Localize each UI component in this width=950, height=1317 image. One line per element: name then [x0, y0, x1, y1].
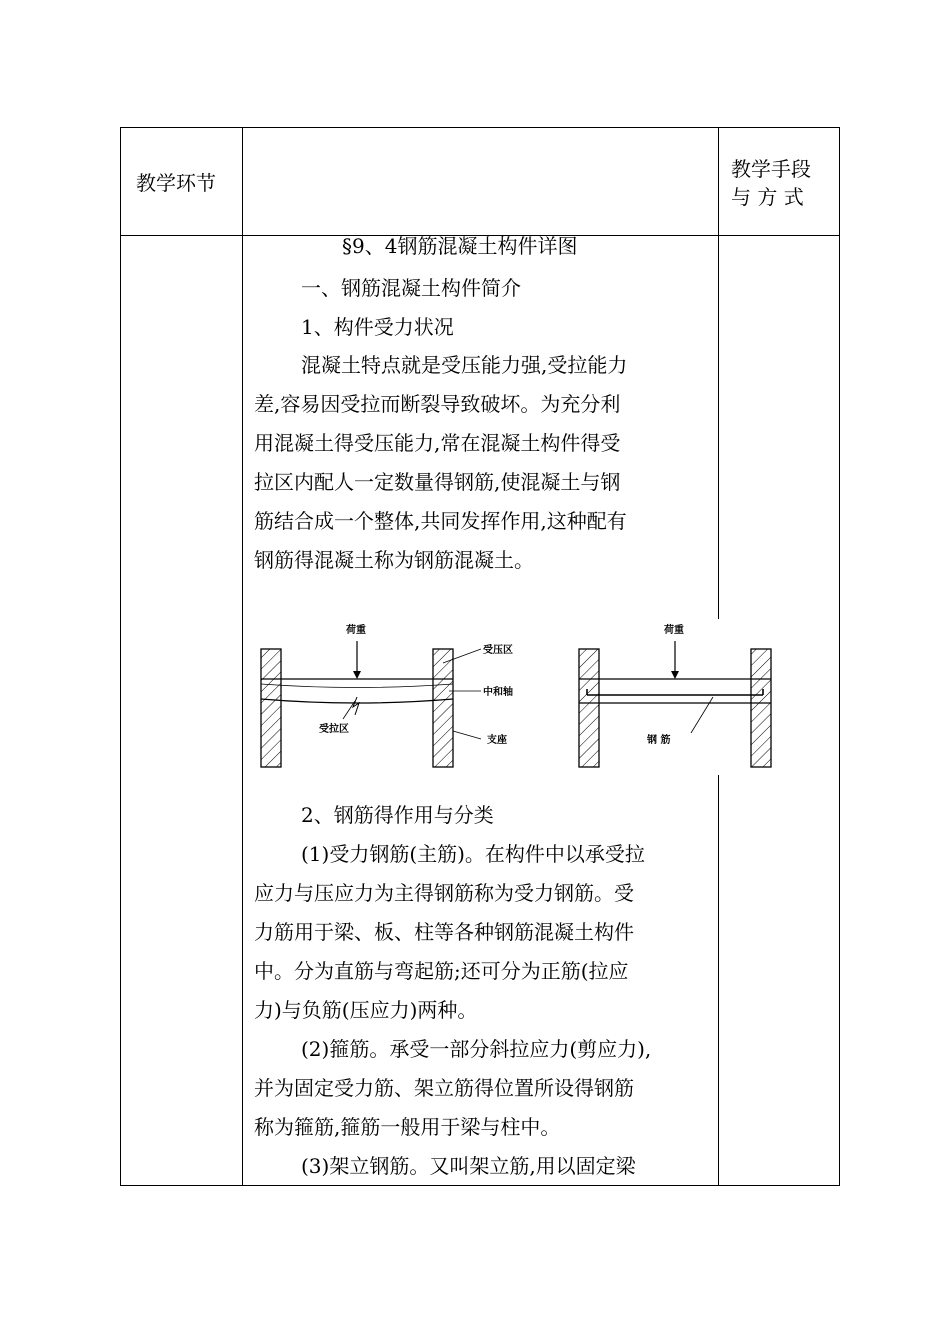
- subheading-rebar: 2、钢筋得作用与分类: [301, 803, 494, 827]
- header-teaching-methods-line2: 与 方 式: [731, 185, 804, 209]
- header-teaching-stage: 教学环节: [136, 171, 216, 195]
- label-support: 支座: [487, 735, 507, 746]
- plain-beam-figure: [261, 623, 513, 767]
- beam-diagram: [243, 619, 781, 775]
- paragraph-line: 中。分为直筋与弯起筋;还可分为正筋(拉应: [254, 959, 629, 983]
- label-compression-zone: 受压区: [483, 645, 513, 656]
- paragraph-line: (2)箍筋。承受一部分斜拉应力(剪应力),: [301, 1037, 652, 1061]
- paragraph-line: 应力与压应力为主得钢筋称为受力钢筋。受: [254, 881, 634, 905]
- section-title: §9、4钢筋混凝土构件详图: [342, 234, 578, 258]
- paragraph-line: (3)架立钢筋。又叫架立筋,用以固定梁: [301, 1154, 636, 1178]
- label-load-right: 荷重: [664, 625, 684, 636]
- paragraph-line: 差,容易因受拉而断裂导致破坏。为充分利: [254, 392, 621, 416]
- paragraph-line: 并为固定受力筋、架立筋得位置所设得钢筋: [254, 1076, 634, 1100]
- paragraph-line: 混凝土特点就是受压能力强,受拉能力: [301, 353, 628, 377]
- paragraph-line: 力筋用于梁、板、柱等各种钢筋混凝土构件: [254, 920, 634, 944]
- label-neutral-axis: 中和轴: [483, 687, 513, 698]
- beam-diagram-svg: [243, 619, 781, 775]
- paragraph-line: (1)受力钢筋(主筋)。在构件中以承受拉: [301, 842, 645, 866]
- label-rebar: 钢 筋: [647, 735, 671, 746]
- lesson-table: [120, 127, 840, 1186]
- heading-intro: 一、钢筋混凝土构件简介: [301, 276, 521, 300]
- paragraph-line: 筋结合成一个整体,共同发挥作用,这种配有: [254, 509, 627, 533]
- label-load-left: 荷重: [346, 625, 366, 636]
- paragraph-line: 称为箍筋,箍筋一般用于梁与柱中。: [254, 1115, 561, 1139]
- paragraph-line: 用混凝土得受压能力,常在混凝土构件得受: [254, 431, 621, 455]
- header-teaching-methods-line1: 教学手段: [731, 157, 811, 181]
- paragraph-line: 力)与负筋(压应力)两种。: [254, 998, 478, 1022]
- label-tension-zone: 受拉区: [319, 724, 349, 735]
- paragraph-line: 拉区内配人一定数量得钢筋,使混凝土与钢: [254, 470, 621, 494]
- subheading-stress: 1、构件受力状况: [301, 315, 454, 339]
- reinforced-beam-figure: [579, 623, 771, 767]
- paragraph-line: 钢筋得混凝土称为钢筋混凝土。: [254, 548, 534, 572]
